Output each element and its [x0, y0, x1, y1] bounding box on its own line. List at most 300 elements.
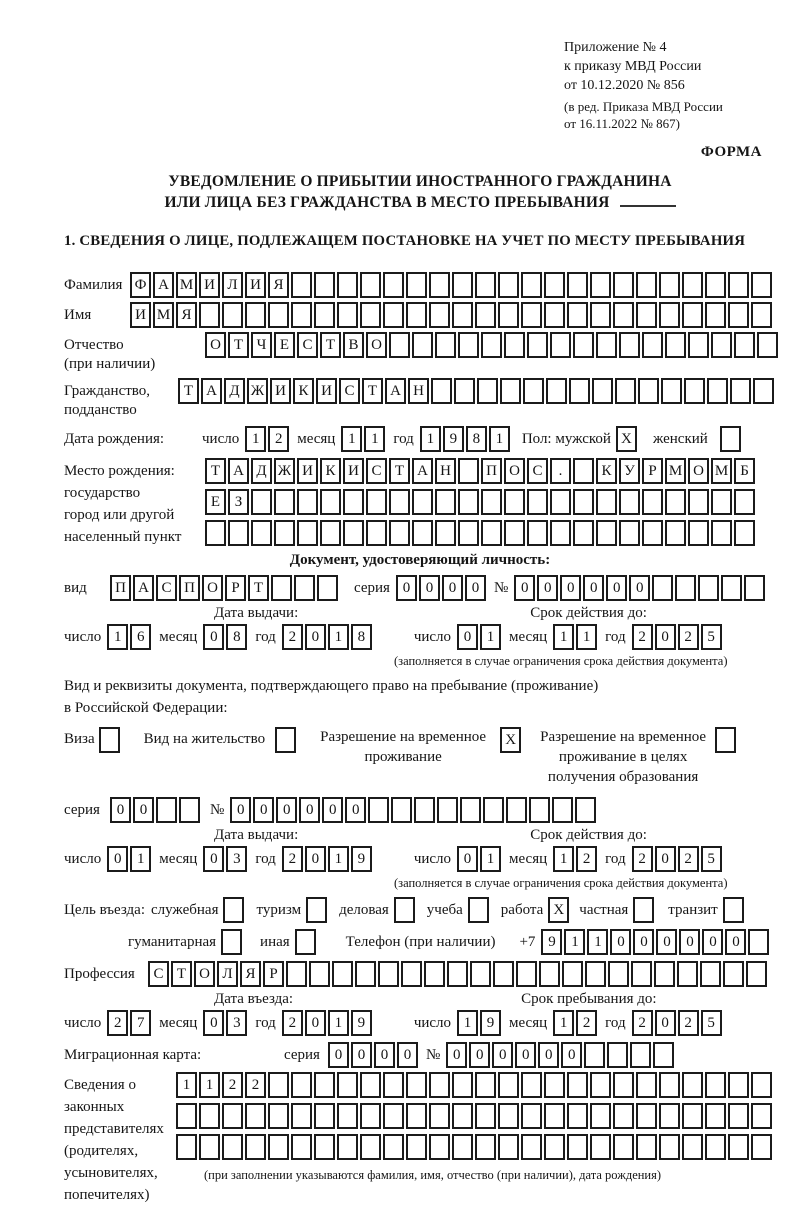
char-cell[interactable]: 0 — [537, 575, 558, 601]
char-cell[interactable] — [613, 1103, 634, 1129]
char-cell[interactable] — [475, 1134, 496, 1160]
char-cell[interactable]: О — [688, 458, 709, 484]
char-cell[interactable] — [642, 332, 663, 358]
char-cell[interactable]: 1 — [341, 426, 362, 452]
char-cell[interactable]: Н — [408, 378, 429, 404]
char-cell[interactable]: Р — [263, 961, 284, 987]
purpose-commercial-checkbox-cell[interactable] — [394, 897, 415, 923]
char-cell[interactable] — [268, 1103, 289, 1129]
char-cell[interactable] — [366, 520, 387, 546]
char-cell[interactable] — [314, 272, 335, 298]
char-cell[interactable]: Б — [734, 458, 755, 484]
char-cell[interactable]: А — [133, 575, 154, 601]
char-cell[interactable]: 2 — [107, 1010, 128, 1036]
char-cell[interactable]: 0 — [446, 1042, 467, 1068]
char-cell[interactable] — [222, 1103, 243, 1129]
char-cell[interactable] — [550, 332, 571, 358]
char-cell[interactable] — [274, 520, 295, 546]
char-cell[interactable] — [406, 1134, 427, 1160]
char-cell[interactable]: 0 — [538, 1042, 559, 1068]
char-cell[interactable] — [199, 1134, 220, 1160]
char-cell[interactable] — [291, 272, 312, 298]
char-cell[interactable]: 0 — [561, 1042, 582, 1068]
char-cell[interactable] — [539, 961, 560, 987]
char-cell[interactable]: Я — [176, 302, 197, 328]
char-cell[interactable] — [748, 929, 769, 955]
char-cell[interactable]: 9 — [351, 846, 372, 872]
char-cell[interactable] — [675, 575, 696, 601]
char-cell[interactable]: 2 — [576, 846, 597, 872]
char-cell[interactable] — [615, 378, 636, 404]
char-cell[interactable]: 2 — [282, 1010, 303, 1036]
char-cell[interactable] — [584, 1042, 605, 1068]
char-cell[interactable] — [498, 1072, 519, 1098]
char-cell[interactable]: Д — [224, 378, 245, 404]
char-cell[interactable]: 1 — [480, 846, 501, 872]
char-cell[interactable] — [659, 1103, 680, 1129]
char-cell[interactable]: Т — [178, 378, 199, 404]
char-cell[interactable] — [343, 489, 364, 515]
char-cell[interactable] — [705, 1072, 726, 1098]
char-cell[interactable] — [590, 302, 611, 328]
char-cell[interactable] — [636, 1134, 657, 1160]
char-cell[interactable]: 1 — [328, 1010, 349, 1036]
char-cell[interactable] — [383, 1134, 404, 1160]
char-cell[interactable] — [567, 1103, 588, 1129]
char-cell[interactable] — [590, 1134, 611, 1160]
char-cell[interactable]: 0 — [253, 797, 274, 823]
char-cell[interactable] — [636, 1072, 657, 1098]
char-cell[interactable]: З — [228, 489, 249, 515]
char-cell[interactable]: 0 — [397, 1042, 418, 1068]
char-cell[interactable]: О — [194, 961, 215, 987]
char-cell[interactable]: 0 — [469, 1042, 490, 1068]
purpose-business-checkbox-cell[interactable] — [223, 897, 244, 923]
char-cell[interactable]: 1 — [587, 929, 608, 955]
char-cell[interactable] — [665, 489, 686, 515]
char-cell[interactable]: 8 — [351, 624, 372, 650]
char-cell[interactable]: 3 — [226, 1010, 247, 1036]
char-cell[interactable] — [688, 332, 709, 358]
char-cell[interactable]: 8 — [226, 624, 247, 650]
char-cell[interactable]: П — [481, 458, 502, 484]
char-cell[interactable] — [659, 302, 680, 328]
char-cell[interactable]: 0 — [351, 1042, 372, 1068]
char-cell[interactable] — [734, 489, 755, 515]
char-cell[interactable] — [452, 1134, 473, 1160]
char-cell[interactable]: 0 — [110, 797, 131, 823]
char-cell[interactable] — [688, 520, 709, 546]
char-cell[interactable] — [452, 272, 473, 298]
char-cell[interactable] — [613, 302, 634, 328]
char-cell[interactable] — [314, 1134, 335, 1160]
char-cell[interactable] — [677, 961, 698, 987]
char-cell[interactable]: Т — [248, 575, 269, 601]
char-cell[interactable] — [521, 1103, 542, 1129]
char-cell[interactable]: К — [293, 378, 314, 404]
char-cell[interactable]: С — [339, 378, 360, 404]
char-cell[interactable]: И — [297, 458, 318, 484]
char-cell[interactable] — [470, 961, 491, 987]
char-cell[interactable] — [751, 1072, 772, 1098]
char-cell[interactable] — [613, 1134, 634, 1160]
char-cell[interactable] — [728, 1134, 749, 1160]
char-cell[interactable] — [483, 797, 504, 823]
char-cell[interactable]: А — [412, 458, 433, 484]
char-cell[interactable] — [653, 1042, 674, 1068]
char-cell[interactable]: С — [297, 332, 318, 358]
char-cell[interactable]: 1 — [564, 929, 585, 955]
char-cell[interactable] — [475, 272, 496, 298]
char-cell[interactable] — [636, 302, 657, 328]
char-cell[interactable] — [251, 520, 272, 546]
char-cell[interactable] — [521, 1072, 542, 1098]
purpose-private-checkbox-cell[interactable] — [633, 897, 654, 923]
char-cell[interactable] — [368, 797, 389, 823]
char-cell[interactable]: И — [270, 378, 291, 404]
char-cell[interactable] — [179, 797, 200, 823]
char-cell[interactable]: 0 — [442, 575, 463, 601]
char-cell[interactable]: С — [148, 961, 169, 987]
char-cell[interactable] — [544, 302, 565, 328]
char-cell[interactable]: 1 — [480, 624, 501, 650]
char-cell[interactable] — [412, 489, 433, 515]
char-cell[interactable]: 1 — [328, 846, 349, 872]
char-cell[interactable] — [498, 1134, 519, 1160]
char-cell[interactable]: Е — [205, 489, 226, 515]
char-cell[interactable]: 0 — [633, 929, 654, 955]
char-cell[interactable] — [498, 272, 519, 298]
char-cell[interactable] — [596, 332, 617, 358]
sex-male-checkbox-cell[interactable]: X — [616, 426, 637, 452]
char-cell[interactable] — [481, 332, 502, 358]
char-cell[interactable] — [245, 1103, 266, 1129]
char-cell[interactable] — [176, 1103, 197, 1129]
char-cell[interactable]: 0 — [629, 575, 650, 601]
char-cell[interactable] — [575, 797, 596, 823]
char-cell[interactable]: 0 — [203, 846, 224, 872]
char-cell[interactable]: С — [156, 575, 177, 601]
char-cell[interactable] — [156, 797, 177, 823]
char-cell[interactable] — [291, 1103, 312, 1129]
char-cell[interactable] — [521, 302, 542, 328]
char-cell[interactable]: В — [343, 332, 364, 358]
char-cell[interactable]: И — [316, 378, 337, 404]
char-cell[interactable] — [728, 302, 749, 328]
char-cell[interactable] — [659, 1072, 680, 1098]
char-cell[interactable]: 3 — [226, 846, 247, 872]
char-cell[interactable]: И — [130, 302, 151, 328]
char-cell[interactable] — [550, 520, 571, 546]
char-cell[interactable] — [271, 575, 292, 601]
char-cell[interactable] — [378, 961, 399, 987]
char-cell[interactable] — [757, 332, 778, 358]
char-cell[interactable]: М — [665, 458, 686, 484]
char-cell[interactable]: Л — [217, 961, 238, 987]
purpose-study-checkbox-cell[interactable] — [468, 897, 489, 923]
char-cell[interactable]: 2 — [282, 624, 303, 650]
char-cell[interactable]: 1 — [130, 846, 151, 872]
char-cell[interactable] — [682, 1134, 703, 1160]
char-cell[interactable]: Т — [171, 961, 192, 987]
char-cell[interactable] — [573, 458, 594, 484]
char-cell[interactable] — [550, 489, 571, 515]
char-cell[interactable] — [309, 961, 330, 987]
char-cell[interactable]: 1 — [576, 624, 597, 650]
char-cell[interactable]: 2 — [576, 1010, 597, 1036]
char-cell[interactable] — [630, 1042, 651, 1068]
purpose-work-checkbox-cell[interactable]: X — [548, 897, 569, 923]
char-cell[interactable]: 0 — [655, 1010, 676, 1036]
char-cell[interactable] — [366, 489, 387, 515]
char-cell[interactable] — [723, 961, 744, 987]
char-cell[interactable]: 1 — [107, 624, 128, 650]
char-cell[interactable] — [343, 520, 364, 546]
char-cell[interactable]: 2 — [632, 1010, 653, 1036]
char-cell[interactable]: 5 — [701, 624, 722, 650]
char-cell[interactable] — [412, 520, 433, 546]
char-cell[interactable]: А — [153, 272, 174, 298]
char-cell[interactable] — [590, 1072, 611, 1098]
char-cell[interactable]: 9 — [351, 1010, 372, 1036]
char-cell[interactable]: К — [320, 458, 341, 484]
char-cell[interactable] — [337, 1134, 358, 1160]
char-cell[interactable]: 0 — [514, 575, 535, 601]
char-cell[interactable] — [527, 520, 548, 546]
char-cell[interactable]: 0 — [133, 797, 154, 823]
char-cell[interactable]: Т — [320, 332, 341, 358]
char-cell[interactable] — [447, 961, 468, 987]
char-cell[interactable] — [607, 1042, 628, 1068]
char-cell[interactable] — [504, 489, 525, 515]
char-cell[interactable] — [458, 458, 479, 484]
char-cell[interactable]: 0 — [230, 797, 251, 823]
char-cell[interactable] — [619, 489, 640, 515]
char-cell[interactable]: 0 — [457, 624, 478, 650]
char-cell[interactable]: 1 — [176, 1072, 197, 1098]
char-cell[interactable]: 2 — [222, 1072, 243, 1098]
char-cell[interactable]: 1 — [553, 846, 574, 872]
char-cell[interactable]: 1 — [364, 426, 385, 452]
char-cell[interactable] — [544, 1072, 565, 1098]
char-cell[interactable] — [567, 302, 588, 328]
char-cell[interactable] — [320, 489, 341, 515]
char-cell[interactable] — [613, 1072, 634, 1098]
char-cell[interactable]: 0 — [299, 797, 320, 823]
char-cell[interactable] — [498, 1103, 519, 1129]
char-cell[interactable] — [700, 961, 721, 987]
char-cell[interactable]: С — [366, 458, 387, 484]
char-cell[interactable] — [552, 797, 573, 823]
char-cell[interactable] — [291, 1072, 312, 1098]
char-cell[interactable]: 0 — [606, 575, 627, 601]
char-cell[interactable]: Я — [268, 272, 289, 298]
temp-permit-checkbox-cell[interactable]: X — [500, 727, 521, 753]
char-cell[interactable] — [337, 1072, 358, 1098]
char-cell[interactable]: М — [153, 302, 174, 328]
char-cell[interactable] — [297, 489, 318, 515]
char-cell[interactable] — [481, 520, 502, 546]
char-cell[interactable] — [414, 797, 435, 823]
char-cell[interactable] — [251, 489, 272, 515]
char-cell[interactable]: 8 — [466, 426, 487, 452]
char-cell[interactable] — [228, 520, 249, 546]
purpose-humanitarian-checkbox-cell[interactable] — [221, 929, 242, 955]
char-cell[interactable]: Я — [240, 961, 261, 987]
char-cell[interactable] — [751, 302, 772, 328]
residence-card-checkbox-cell[interactable] — [275, 727, 296, 753]
char-cell[interactable] — [596, 520, 617, 546]
char-cell[interactable] — [268, 1072, 289, 1098]
char-cell[interactable] — [544, 1103, 565, 1129]
char-cell[interactable] — [527, 332, 548, 358]
char-cell[interactable] — [458, 332, 479, 358]
char-cell[interactable] — [406, 302, 427, 328]
char-cell[interactable] — [360, 1103, 381, 1129]
temp-permit-edu-checkbox-cell[interactable] — [715, 727, 736, 753]
char-cell[interactable]: 1 — [457, 1010, 478, 1036]
char-cell[interactable]: Т — [389, 458, 410, 484]
char-cell[interactable] — [619, 332, 640, 358]
char-cell[interactable] — [544, 1134, 565, 1160]
char-cell[interactable]: А — [201, 378, 222, 404]
char-cell[interactable] — [734, 520, 755, 546]
char-cell[interactable]: О — [205, 332, 226, 358]
char-cell[interactable] — [337, 302, 358, 328]
char-cell[interactable] — [458, 489, 479, 515]
char-cell[interactable] — [573, 332, 594, 358]
char-cell[interactable] — [705, 272, 726, 298]
char-cell[interactable] — [320, 520, 341, 546]
char-cell[interactable] — [360, 1072, 381, 1098]
char-cell[interactable]: 0 — [465, 575, 486, 601]
char-cell[interactable] — [452, 1072, 473, 1098]
char-cell[interactable]: М — [176, 272, 197, 298]
char-cell[interactable] — [406, 1103, 427, 1129]
char-cell[interactable] — [493, 961, 514, 987]
char-cell[interactable]: 0 — [560, 575, 581, 601]
char-cell[interactable] — [613, 272, 634, 298]
char-cell[interactable] — [562, 961, 583, 987]
char-cell[interactable] — [684, 378, 705, 404]
char-cell[interactable] — [431, 378, 452, 404]
purpose-other-checkbox-cell[interactable] — [295, 929, 316, 955]
char-cell[interactable]: 0 — [345, 797, 366, 823]
char-cell[interactable] — [705, 1103, 726, 1129]
char-cell[interactable] — [642, 520, 663, 546]
char-cell[interactable]: П — [179, 575, 200, 601]
char-cell[interactable] — [590, 1103, 611, 1129]
char-cell[interactable]: 1 — [553, 624, 574, 650]
char-cell[interactable] — [573, 489, 594, 515]
char-cell[interactable] — [391, 797, 412, 823]
char-cell[interactable] — [707, 378, 728, 404]
char-cell[interactable] — [475, 1072, 496, 1098]
char-cell[interactable]: 0 — [419, 575, 440, 601]
char-cell[interactable]: У — [619, 458, 640, 484]
char-cell[interactable] — [711, 520, 732, 546]
char-cell[interactable] — [682, 302, 703, 328]
char-cell[interactable]: 2 — [268, 426, 289, 452]
char-cell[interactable] — [435, 489, 456, 515]
char-cell[interactable]: П — [110, 575, 131, 601]
char-cell[interactable] — [546, 378, 567, 404]
char-cell[interactable]: 0 — [725, 929, 746, 955]
char-cell[interactable]: 0 — [492, 1042, 513, 1068]
char-cell[interactable] — [383, 1103, 404, 1129]
visa-checkbox-cell[interactable] — [99, 727, 120, 753]
char-cell[interactable] — [711, 489, 732, 515]
char-cell[interactable] — [711, 332, 732, 358]
char-cell[interactable] — [734, 332, 755, 358]
char-cell[interactable]: Т — [362, 378, 383, 404]
char-cell[interactable] — [642, 489, 663, 515]
char-cell[interactable] — [504, 332, 525, 358]
char-cell[interactable]: 6 — [130, 624, 151, 650]
char-cell[interactable]: О — [504, 458, 525, 484]
char-cell[interactable]: 0 — [374, 1042, 395, 1068]
char-cell[interactable] — [527, 489, 548, 515]
purpose-tourism-checkbox-cell[interactable] — [306, 897, 327, 923]
char-cell[interactable]: 9 — [541, 929, 562, 955]
char-cell[interactable] — [429, 1072, 450, 1098]
char-cell[interactable] — [205, 520, 226, 546]
char-cell[interactable] — [314, 1072, 335, 1098]
char-cell[interactable] — [631, 961, 652, 987]
char-cell[interactable] — [682, 1072, 703, 1098]
char-cell[interactable] — [458, 520, 479, 546]
char-cell[interactable] — [360, 302, 381, 328]
char-cell[interactable] — [728, 272, 749, 298]
char-cell[interactable] — [652, 575, 673, 601]
char-cell[interactable] — [199, 302, 220, 328]
char-cell[interactable] — [567, 1072, 588, 1098]
char-cell[interactable] — [659, 1134, 680, 1160]
char-cell[interactable] — [688, 489, 709, 515]
char-cell[interactable] — [435, 520, 456, 546]
char-cell[interactable] — [728, 1072, 749, 1098]
char-cell[interactable] — [475, 1103, 496, 1129]
char-cell[interactable] — [504, 520, 525, 546]
char-cell[interactable] — [332, 961, 353, 987]
char-cell[interactable]: 0 — [702, 929, 723, 955]
char-cell[interactable]: 1 — [489, 426, 510, 452]
char-cell[interactable]: О — [202, 575, 223, 601]
char-cell[interactable] — [406, 272, 427, 298]
char-cell[interactable] — [636, 272, 657, 298]
char-cell[interactable] — [222, 1134, 243, 1160]
char-cell[interactable] — [460, 797, 481, 823]
char-cell[interactable]: 2 — [632, 846, 653, 872]
char-cell[interactable]: 1 — [328, 624, 349, 650]
char-cell[interactable] — [544, 272, 565, 298]
char-cell[interactable] — [498, 302, 519, 328]
char-cell[interactable] — [454, 378, 475, 404]
char-cell[interactable]: Ф — [130, 272, 151, 298]
char-cell[interactable] — [705, 1134, 726, 1160]
char-cell[interactable] — [360, 272, 381, 298]
char-cell[interactable]: И — [245, 272, 266, 298]
char-cell[interactable] — [730, 378, 751, 404]
char-cell[interactable] — [500, 378, 521, 404]
char-cell[interactable] — [389, 489, 410, 515]
char-cell[interactable]: А — [385, 378, 406, 404]
char-cell[interactable] — [383, 272, 404, 298]
char-cell[interactable] — [567, 272, 588, 298]
char-cell[interactable] — [596, 489, 617, 515]
char-cell[interactable]: 0 — [276, 797, 297, 823]
char-cell[interactable] — [751, 1103, 772, 1129]
